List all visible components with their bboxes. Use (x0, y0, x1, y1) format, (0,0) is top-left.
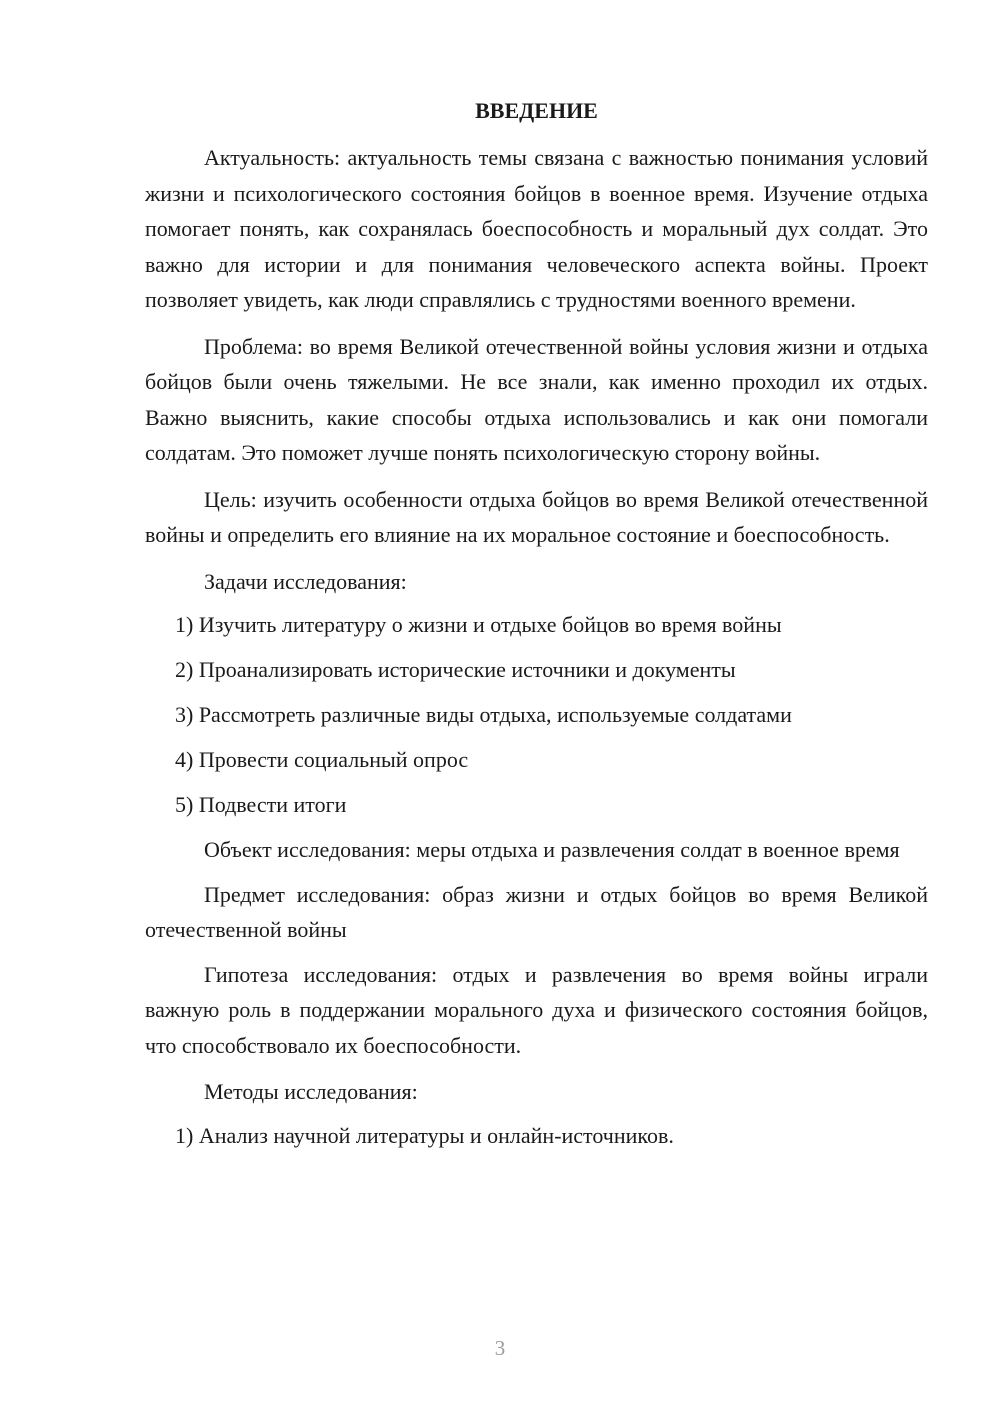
list-item: 4) Провести социальный опрос (175, 747, 469, 772)
list-item: 3) Рассмотреть различные виды отдыха, используемые солдатами (175, 702, 792, 727)
list-item: 5) Подвести итоги (175, 792, 347, 817)
list-item: 2) Проанализировать исторические источники и документы (175, 657, 736, 682)
methods-heading: Методы исследования: (204, 1079, 418, 1104)
page-title: ВВЕДЕНИЕ (475, 98, 598, 123)
hypothesis-paragraph: Гипотеза исследования: отдых и развлечения во время войны играли важную роль в поддержании морального духа и физического состояния бойцов, что способствовало их боеспособности. (145, 961, 928, 1058)
tasks-heading: Задачи исследования: (204, 568, 407, 594)
list-item: 1) Изучить литературу о жизни и отдыхе бойцов во время войны (175, 612, 782, 637)
tasks-list (145, 607, 928, 823)
document-body (145, 96, 928, 1163)
problem-paragraph: Проблема: во время Великой отечественной войны условия жизни и отдыха бойцов были очень тяжелыми. Не все знали, как именно проходил их отдых. Важно выяснить, какие способы отдыха использовались и как они помогали солдатам. Это поможет лучше понять психологическую сторону войны. (145, 333, 928, 465)
page-number: 3 (494, 1336, 506, 1360)
subject-paragraph: Предмет исследования: образ жизни и отдых бойцов во время Великой отечественной войны (145, 881, 928, 942)
relevance-paragraph: Актуальность: актуальность темы связана с важностью понимания условий жизни и психологического состояния бойцов в военное время. Изучение отдыха помогает понять, как сохранялась боеспособность и моральный дух солдат. Это важно для истории и для понимания человеческого аспекта войны. Проект позволяет увидеть, как люди справлялись с трудностями военного времени. (145, 145, 928, 312)
methods-list (145, 1118, 928, 1154)
list-item: 1) Анализ научной литературы и онлайн-источников. (175, 1122, 674, 1148)
goal-paragraph: Цель: изучить особенности отдыха бойцов во время Великой отечественной войны и определить его влияние на их моральное состояние и боеспособность. (145, 486, 928, 547)
object-paragraph: Объект исследования: меры отдыха и развлечения солдат в военное время (204, 837, 900, 862)
